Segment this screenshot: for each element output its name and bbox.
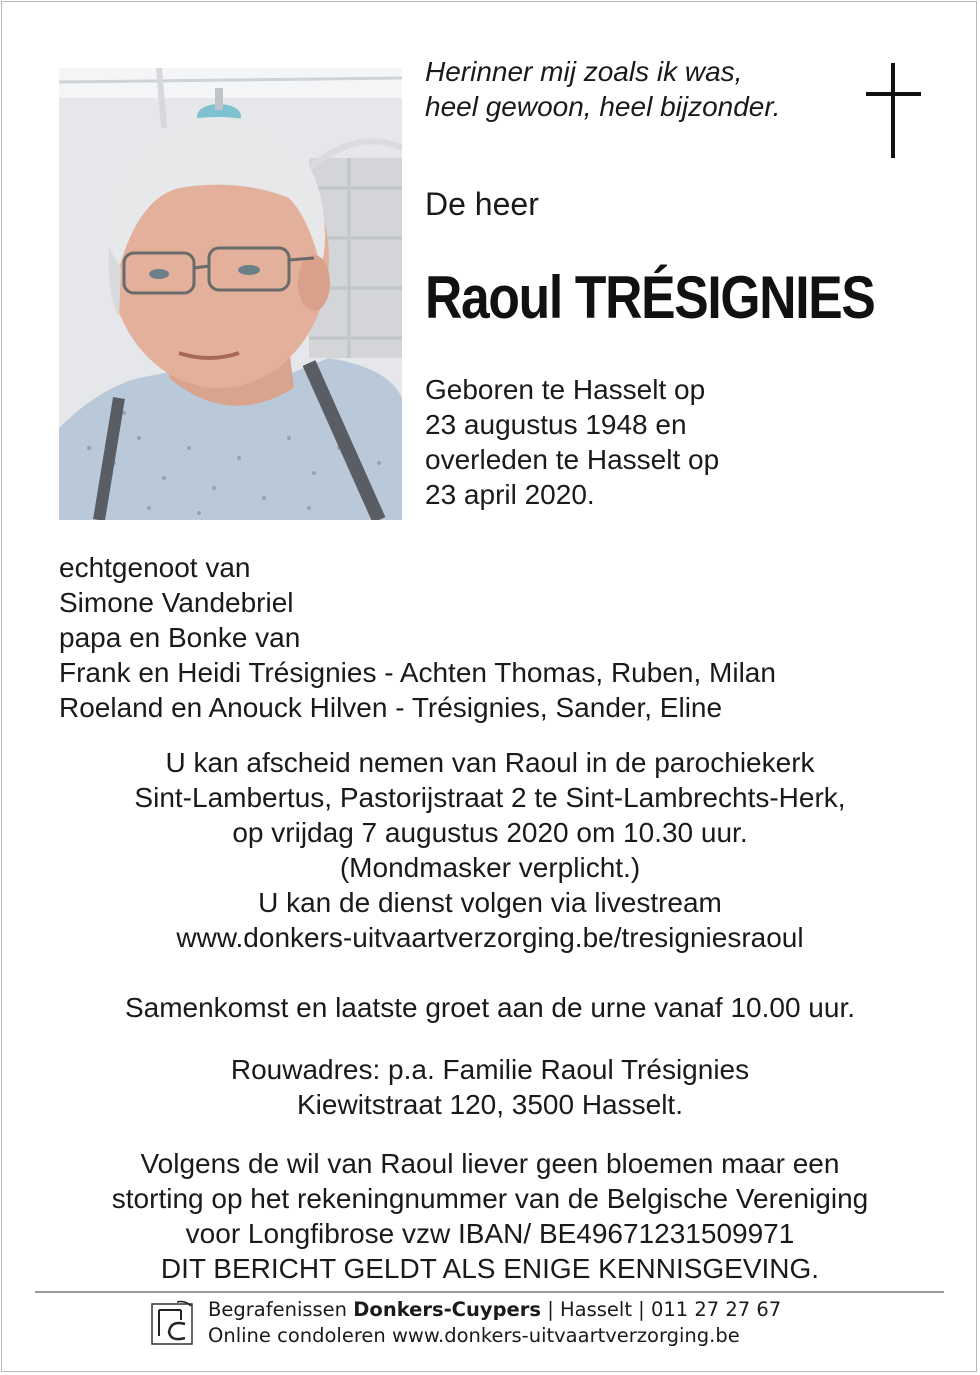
mourning-address — [0, 1052, 980, 1122]
footer-divider — [35, 1291, 944, 1293]
gathering-line: Samenkomst en laatste groet aan de urne vanaf 10.00 uur. — [124, 992, 856, 1023]
quote-line: heel gewoon, heel bijzonder. — [425, 91, 781, 122]
address-line: Kiewitstraat 120, 3500 Hasselt. — [297, 1089, 683, 1120]
website-link[interactable]: www.donkers-uitvaartverzorging.be — [391, 1324, 740, 1347]
farewell-line: Sint-Lambertus, Pastorijstraat 2 te Sint-Lambrechts-Herk, — [134, 782, 846, 813]
farewell-line: op vrijdag 7 augustus 2020 om 10.30 uur. — [232, 817, 748, 848]
footer-condolence-line — [208, 1323, 781, 1349]
farewell-line: U kan de dienst volgen via livestream — [258, 887, 722, 918]
birth-death-info — [425, 372, 719, 512]
donation-wishes — [0, 1146, 980, 1286]
farewell-info — [0, 745, 980, 955]
family-line: Simone Vandebriel — [59, 587, 294, 618]
company-name: Donkers-Cuypers — [353, 1298, 541, 1321]
farewell-line: U kan afscheid nemen van Raoul in de parochiekerk — [165, 747, 815, 778]
address-line: Rouwadres: p.a. Familie Raoul Trésignies — [230, 1054, 750, 1085]
wishes-line: Volgens de wil van Raoul liever geen bloemen maar een — [140, 1148, 840, 1179]
birth-death-line: 23 april 2020. — [425, 479, 595, 510]
family-list — [59, 550, 776, 725]
footer-city: | Hasselt | — [541, 1298, 651, 1321]
gathering-info — [0, 990, 980, 1025]
birth-death-line: Geboren te Hasselt op — [425, 374, 706, 405]
footer-prefix: Begrafenissen — [208, 1298, 354, 1321]
portrait-photo — [59, 68, 402, 520]
family-line: papa en Bonke van — [59, 622, 301, 653]
birth-death-line: 23 augustus 1948 en — [425, 409, 687, 440]
quote-line: Herinner mij zoals ik was, — [425, 56, 743, 87]
family-line: Frank en Heidi Trésignies - Achten Thomas, Ruben, Milan — [59, 657, 776, 688]
farewell-line: (Mondmasker verplicht.) — [339, 852, 641, 883]
wishes-line: voor Longfibrose vzw IBAN/ BE49671231509971 — [185, 1218, 795, 1249]
condolence-label: Online condoleren — [208, 1324, 392, 1347]
wishes-line: DIT BERICHT GELDT ALS ENIGE KENNISGEVING. — [160, 1253, 820, 1284]
livestream-link[interactable]: www.donkers-uitvaartverzorging.be/tresigniesraoul — [176, 922, 804, 953]
footer-phone[interactable]: 011 27 27 67 — [650, 1298, 782, 1321]
cross-icon — [866, 63, 921, 158]
footer — [208, 1297, 781, 1349]
footer-company-line — [208, 1297, 781, 1323]
birth-death-line: overleden te Hasselt op — [425, 444, 720, 475]
funeral-home-logo — [151, 1300, 195, 1346]
wishes-line: storting op het rekeningnummer van de Belgische Vereniging — [111, 1183, 869, 1214]
deceased-name: Raoul TRÉSIGNIES — [425, 264, 875, 331]
family-line: echtgenoot van — [59, 552, 251, 583]
family-line: Roeland en Anouck Hilven - Trésignies, Sander, Eline — [59, 692, 723, 723]
honorific: De heer — [425, 186, 539, 222]
memorial-quote — [425, 54, 845, 124]
